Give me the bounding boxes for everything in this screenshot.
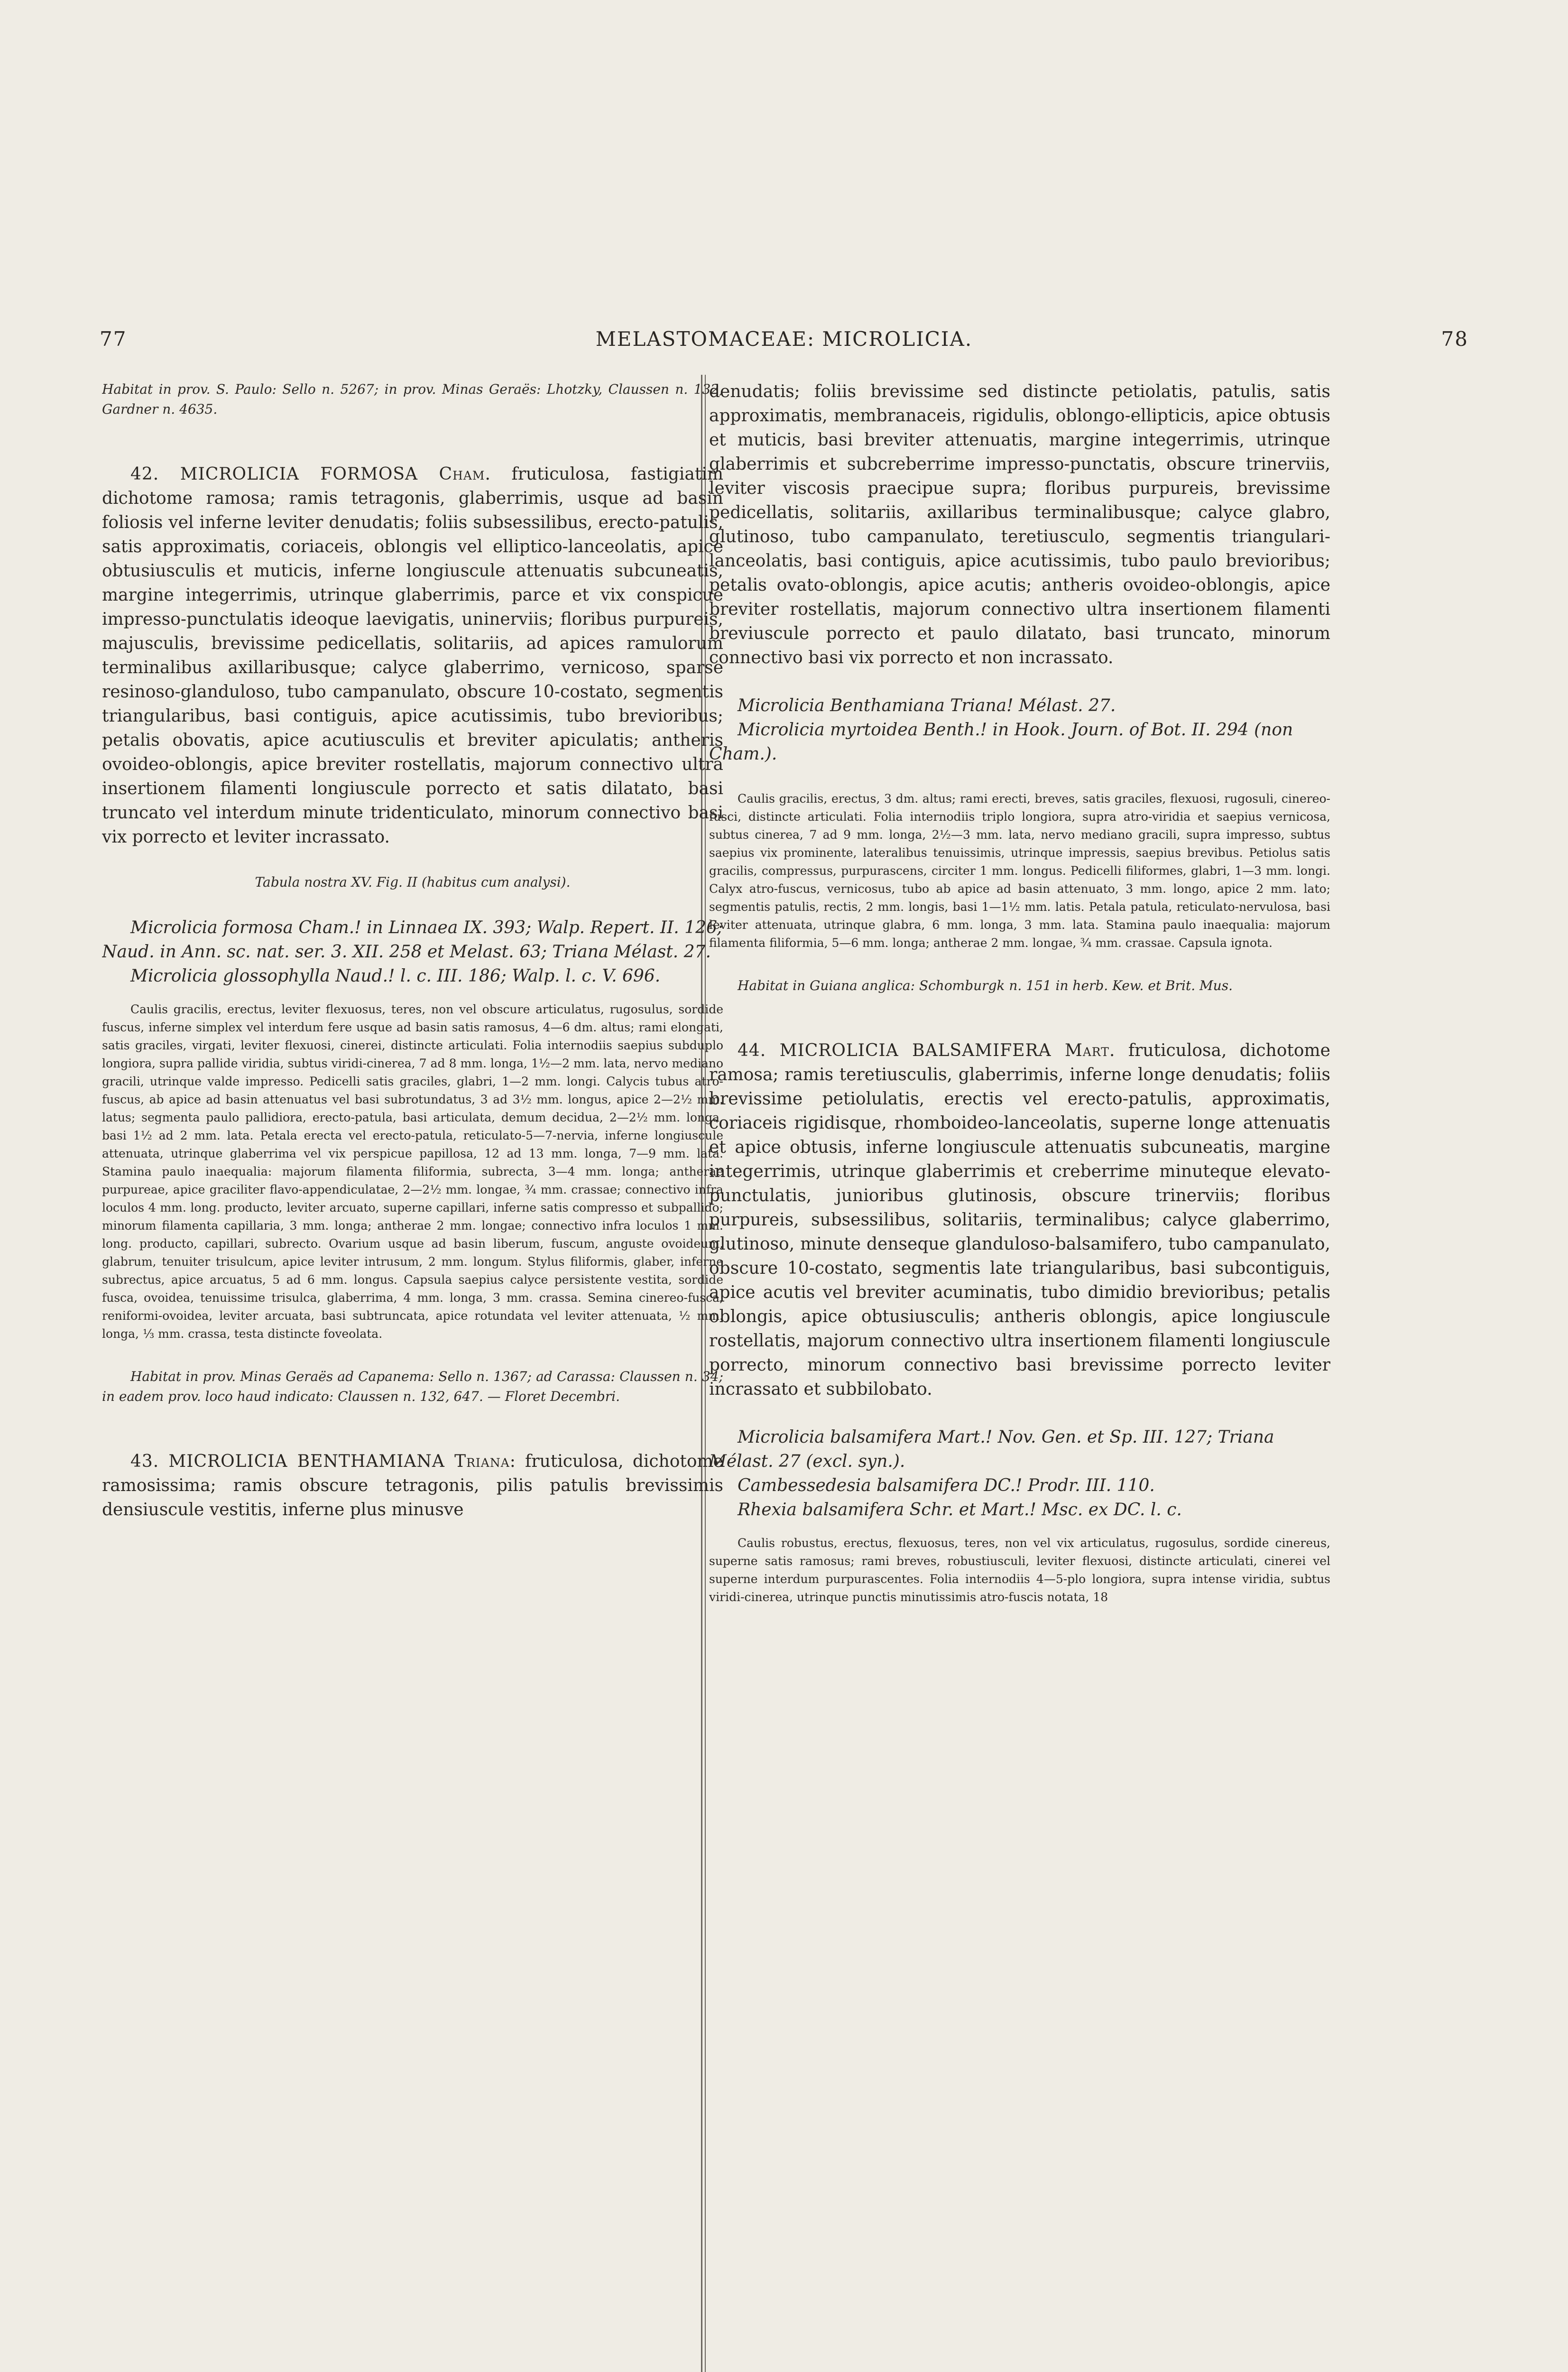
page-number-left: 77 — [100, 327, 127, 351]
right-column — [709, 380, 1330, 2372]
species-44-description: fruticulosa, dichotome ramosa; ramis teretiusculis, glaberrimis, inferne longe denudatis; foliis brevissime petiolulatis, erectis vel erecto-patulis, approximatis, coriaceis rigidisque, rhomboideo-lanceolatis, superne longe attenuatis et apice obtusis, inferne longiuscule attenuatis subcuneatis, margine integerrimis, utrinque glaberrimis et creberrime minuteque elevato-punctulatis, junioribus glutinosis, obscure trinerviis; floribus purpureis, subsessilibus, solitariis, terminalibus; calyce glaberrimo, glutinoso, minute denseque glanduloso-balsamifero, tubo campanulato, obscure 10-costato, segmentis late triangularibus, basi subcontiguis, apice acutis vel breviter acuminatis, tubo dimidio brevioribus; petalis oblongis, apice obtusiusculis; antheris oblongis, apice longiuscule rostellatis, majorum connectivo ultra insertionem filamenti longiuscule porrecto, minorum connectivo basi brevissime porrecto leviter incrassato et subbilobato. — [709, 1041, 1330, 1399]
species-43-description-start: fruticulosa, dichotome ramosissima; ramis obscure tetragonis, pilis patulis brevissimis densiuscule vestitis, inferne plus minusve — [102, 1452, 723, 1520]
synonym-7: Rhexia balsamifera Schr. et Mart.! Msc. ex DC. l. c. — [738, 1500, 1182, 1520]
species-43-detail: Caulis gracilis, erectus, 3 dm. altus; rami erecti, breves, satis graciles, flexuosi, rugosuli, cinereo-fusci, distincte articulati. Folia internodiis triplo longiora, supra atro-viridia et saepius vernicosa, subtus cinerea, 7 ad 9 mm. longa, 2½—3 mm. lata, nervo mediano gracili, supra impresso, subtus saepius vix prominente, lateralibus tenuissimis, utrinque impressis, saepius brevibus. Petiolus satis gracilis, compressus, purpurascens, circiter 1 mm. longus. Pedicelli filiformes, glabri, 1—3 mm. longi. Calyx atro-fuscus, vernicosus, tubo ab apice ad basin attenuato, 3 mm. longo, apice 2 mm. lato; segmentis patulis, rectis, 2 mm. longis, basi 1—1½ mm. latis. Petala patula, reticulato-nervulosa, basi leviter attenuata, utrinque glabra, 6 mm. longa, 3 mm. lata. Stamina paulo inaequalia: majorum filamenta filiformia, 5—6 mm. longa; antherae 2 mm. longae, ¾ mm. crassae. Capsula ignota. — [709, 792, 1330, 950]
species-42 — [102, 462, 723, 849]
page-number-right: 78 — [1441, 327, 1468, 351]
species-42-heading: 42. MICROLICIA FORMOSA Cham. — [130, 464, 491, 484]
species-43-heading: 43. MICROLICIA BENTHAMIANA Triana: — [130, 1452, 516, 1471]
species-43-description-cont: denudatis; foliis brevissime sed distincte petiolatis, patulis, satis approximatis, membranaceis, rigidulis, oblongo-ellipticis, apice obtusis et muticis, basi breviter attenuatis, margine integerrimis, utrinque glaberrimis et subcreberrime impresso-punctatis, obscure trinerviis, leviter viscosis praecipue supra; floribus purpureis, brevissime pedicellatis, solitariis, axillaribus terminalibusque; calyce glabro, glutinoso, tubo campanulato, teretiusculo, segmentis triangulari-lanceolatis, basi contiguis, apice acutissimis, tubo paulo brevioribus; petalis ovato-oblongis, apice acutis; antheris ovoideo-oblongis, apice breviter rostellatis, majorum connectivo ultra insertionem filamenti breviuscule porrecto et paulo dilatato, basi truncato, minorum connectivo basi vix porrecto et non incrassato. — [709, 382, 1330, 667]
synonym-2: Microlicia glossophylla Naud.! l. c. III. 186; Walp. l. c. V. 696. — [130, 966, 661, 986]
plate-reference: Tabula nostra XV. Fig. II (habitus cum analysi). — [255, 874, 571, 890]
species-44-heading: 44. MICROLICIA BALSAMIFERA Mart. — [738, 1041, 1116, 1060]
synonym-1: Microlicia formosa Cham.! in Linnaea IX. 393; Walp. Repert. II. 126; Naud. in Ann. sc. nat. ser. 3. XII. 258 et Melast. 63; Triana Mélast. 27. — [102, 918, 723, 962]
species-42-detail: Caulis gracilis, erectus, leviter flexuosus, teres, non vel obscure articulatus, rugosulus, sordide fuscus, inferne simplex vel interdum fere usque ad basin satis ramosus, 4—6 dm. altus; rami elongati, satis graciles, virgati, leviter flexuosi, cinerei, distincte articulati. Folia internodiis saepius subduplo longiora, supra pallide viridia, subtus viridi-cinerea, 7 ad 8 mm. longa, 1½—2 mm. lata, nervo mediano gracili, utrinque valde impresso. Pedicelli satis graciles, glabri, 1—2 mm. longi. Calycis tubus atro-fuscus, ab apice ad basin attenuatus vel basi subrotundatus, 3 ad 3½ mm. longus, apice 2—2½ mm. latus; segmenta paulo pallidiora, erecto-patula, basi articulata, demum decidua, 2—2½ mm. longa, basi 1½ ad 2 mm. lata. Petala erecta vel erecto-patula, reticulato-5—7-nervia, inferne longiuscule attenuata, utrinque glaberrima vel vix perspicue papillosa, 12 ad 13 mm. longa, 7—9 mm. lata. Stamina paulo inaequalia: majorum filamenta filiformia, subrecta, 3—4 mm. longa; antherae purpureae, apice graciliter flavo-appendiculatae, 2—2½ mm. longae, ¾ mm. crassae; connectivo infra loculos 4 mm. long. producto, leviter arcuato, superne capillari, inferne satis compresso et subpallido; minorum filamenta capillaria, 3 mm. longa; antherae 2 mm. longae; connectivo infra loculos 1 mm. long. producto, capillari, subrecto. Ovarium usque ad basin liberum, fuscum, anguste ovoideum, glabrum, tenuiter trisulcum, apice leviter intrusum, 2 mm. longum. Stylus filiformis, glaber, inferne subrectus, apice arcuatus, 5 ad 6 mm. longus. Capsula saepius calyce persistente vestita, sordide fusca, ovoidea, tenuissime trisulca, glaberrima, 4 mm. longa, 3 mm. crassa. Semina cinereo-fusca, reniformi-ovoidea, leviter arcuata, basi subtruncata, apice rotundata vel leviter attenuata, ½ mm. longa, ⅓ mm. crassa, testa distincte foveolata. — [102, 1002, 723, 1341]
species-44 — [709, 1038, 1330, 1401]
species-44-detail: Caulis robustus, erectus, flexuosus, teres, non vel vix articulatus, rugosulus, sordide cinereus, superne satis ramosus; rami breves, robustiusculi, leviter flexuosi, distincte articulati, cinerei vel superne interdum purpurascentes. Folia internodiis 4—5-plo longiora, supra intense viridia, subtus viridi-cinerea, utrinque punctis minutissimis atro-fuscis notata, 18 — [709, 1536, 1330, 1604]
habitat-top: Habitat in prov. S. Paulo: Sello n. 5267; in prov. Minas Geraës: Lhotzky, Claussen n. 132, Gardner n. 4635. — [102, 381, 723, 417]
species-43-habitat: Habitat in Guiana anglica: Schomburgk n. 151 in herb. Kew. et Brit. Mus. — [738, 978, 1233, 993]
species-43-start — [102, 1449, 723, 1522]
synonym-6: Cambessedesia balsamifera DC.! Prodr. III. 110. — [738, 1476, 1155, 1495]
synonym-4: Microlicia myrtoidea Benth.! in Hook. Journ. of Bot. II. 294 (non Cham.). — [709, 720, 1293, 764]
synonym-5: Microlicia balsamifera Mart.! Nov. Gen. et Sp. III. 127; Triana Mélast. 27 (excl. syn.). — [709, 1427, 1274, 1471]
synonym-3: Microlicia Benthamiana Triana! Mélast. 27. — [738, 696, 1116, 715]
page-header — [100, 327, 1468, 361]
left-column — [102, 380, 723, 2372]
species-42-description: fruticulosa, fastigiatim dichotome ramosa; ramis tetragonis, glaberrimis, usque ad basin foliosis vel inferne leviter denudatis; foliis subsessilibus, erecto-patulis, satis approximatis, coriaceis, oblongis vel elliptico-lanceolatis, apice obtusiusculis et muticis, inferne longiuscule attenuatis subcuneatis, margine integerrimis, utrinque glaberrimis, parce et vix conspicue impresso-punctulatis ideoque laevigatis, uninerviis; floribus purpureis, majusculis, brevissime pedicellatis, solitariis, ad apices ramulorum terminalibus axillaribusque; calyce glaberrimo, vernicoso, sparse resinoso-glanduloso, tubo campanulato, obscure 10-costato, segmentis triangularibus, basi contiguis, apice acutissimis, tubo brevioribus; petalis obovatis, apice acutiusculis et breviter apiculatis; antheris ovoideo-oblongis, apice breviter rostellatis, majorum connectivo ultra insertionem filamenti longiuscule porrecto et satis dilatato, basi truncato vel interdum minute tridenticulato, minorum connectivo basi vix porrecto et leviter incrassato. — [102, 464, 723, 847]
species-42-habitat: Habitat in prov. Minas Geraës ad Capanema: Sello n. 1367; ad Carassa: Claussen n. 34; in eadem prov. loco haud indicato: Claussen n. 132, 647. — Floret Decembri. — [102, 1369, 723, 1404]
running-title: MELASTOMACEAE: MICROLICIA. — [595, 327, 973, 351]
